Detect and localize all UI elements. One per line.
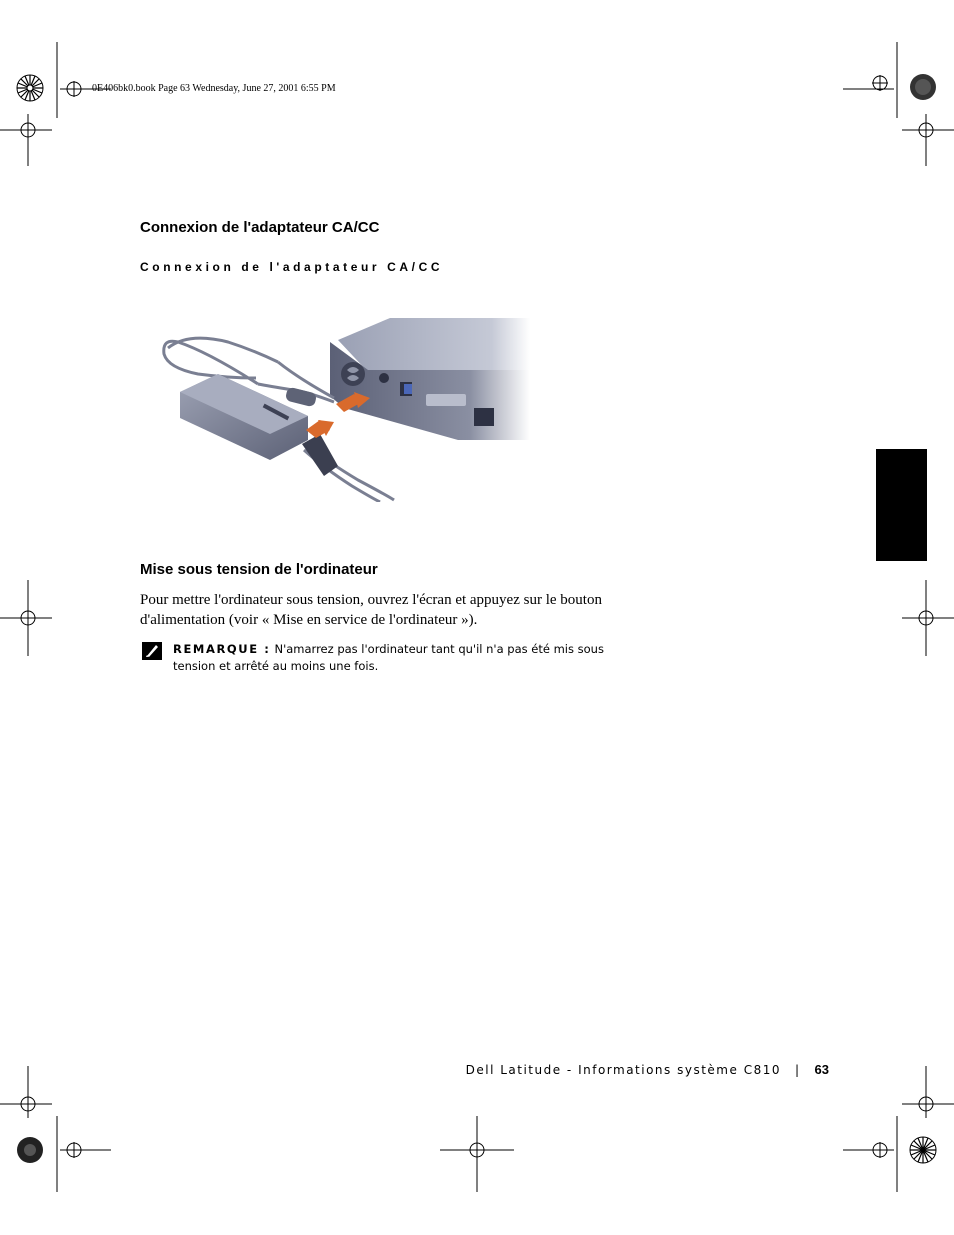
registration-target-icon	[17, 1137, 43, 1163]
footer-separator: |	[794, 1063, 801, 1077]
note-label: REMARQUE :	[173, 642, 271, 656]
pencil-note-icon	[141, 641, 163, 661]
section-heading-adapter: Connexion de l'adaptateur CA/CC	[140, 219, 380, 236]
print-slug: 0E406bk0.book Page 63 Wednesday, June 27, 2001 6:55 PM	[92, 83, 336, 94]
registration-target-icon	[17, 75, 43, 101]
section-heading-power-on: Mise sous tension de l'ordinateur	[140, 561, 378, 578]
page-footer	[466, 1062, 829, 1077]
footer-title: Dell Latitude - Informations système C810	[465, 1063, 781, 1077]
note-text: N'amarrez pas l'ordinateur tant qu'il n'a pas été mis sous tension et arrêté au moins une fois.	[173, 642, 604, 673]
page-number: 63	[814, 1062, 829, 1077]
ac-adapter-connection-illustration	[158, 312, 530, 502]
section-subheading-adapter: Connexion de l'adaptateur CA/CC	[140, 260, 444, 274]
chapter-side-tab	[876, 449, 927, 561]
power-on-paragraph: Pour mettre l'ordinateur sous tension, ouvrez l'écran et appuyez sur le bouton d'alimentation (voir « Mise en service de l'ordinateur »).	[140, 592, 602, 628]
note-remarque	[173, 641, 613, 675]
registration-target-icon	[910, 1137, 936, 1163]
